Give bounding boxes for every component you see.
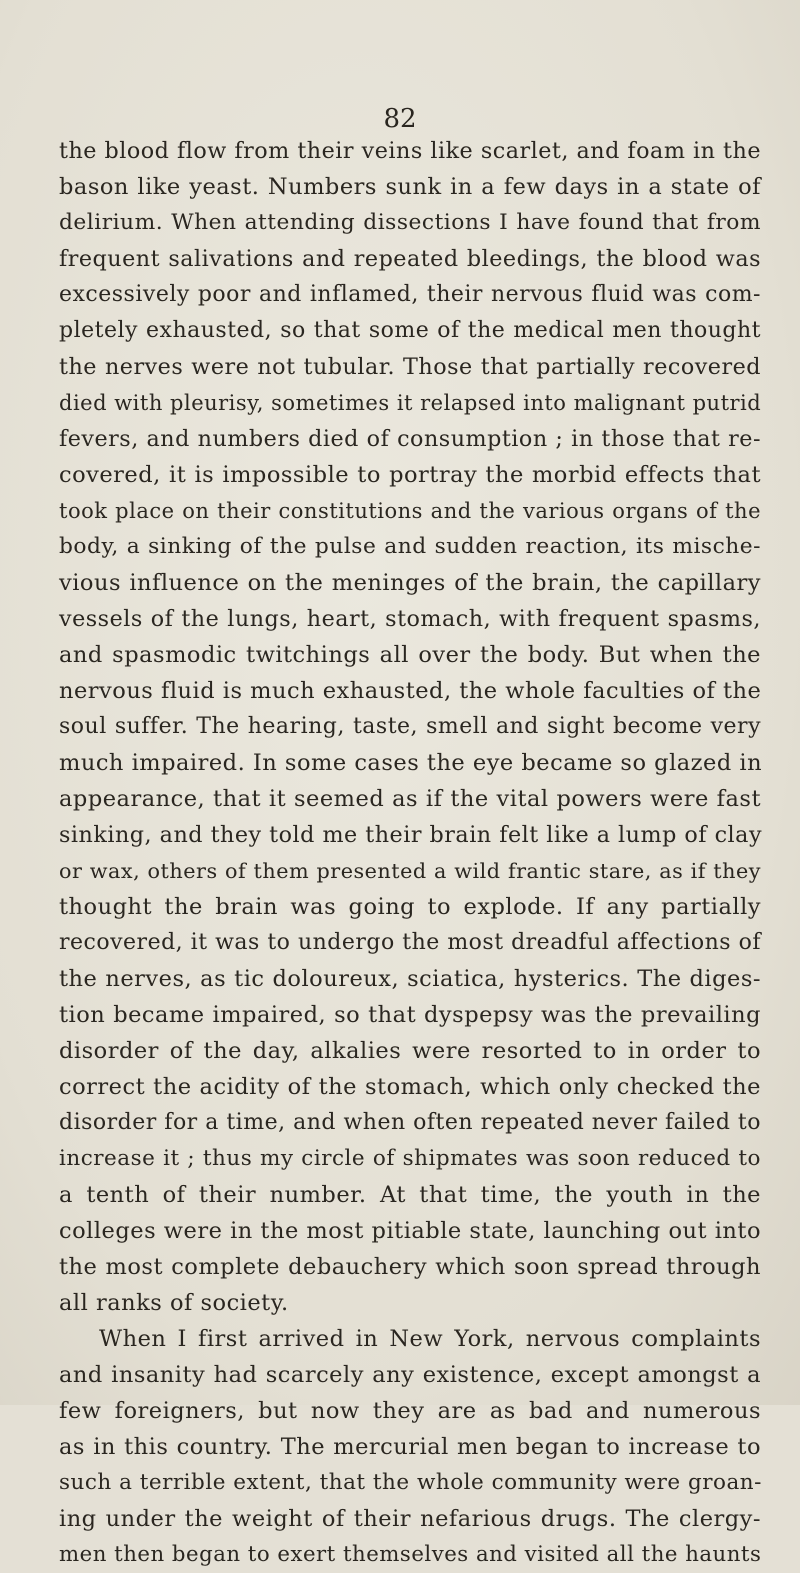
text-line: delirium. When attending dissections I have found that from bbox=[59, 210, 761, 235]
text-line: vessels of the lungs, heart, stomach, with frequent spasms, bbox=[59, 606, 761, 632]
text-line: frequent salivations and repeated bleedings, the blood was bbox=[59, 246, 761, 272]
text-line: increase it ; thus my circle of shipmates was soon reduced to bbox=[59, 1146, 761, 1171]
text-line: disorder of the day, alkalies were resorted to in order to bbox=[59, 1038, 761, 1064]
text-line: much impaired. In some cases the eye became so glazed in bbox=[59, 750, 763, 776]
text-line: died with pleurisy, sometimes it relapsed into malignant putrid bbox=[59, 391, 762, 415]
text-line: colleges were in the most pitiable state, launching out into bbox=[59, 1218, 761, 1244]
text-line: recovered, it was to undergo the most dreadful affections of bbox=[59, 930, 761, 955]
text-line: the nerves were not tubular. Those that partially recovered bbox=[59, 354, 761, 380]
text-line: took place on their constitutions and the various organs of the bbox=[59, 499, 761, 523]
text-line: appearance, that it seemed as if the vital powers were fast bbox=[59, 786, 761, 812]
text-line: or wax, others of them presented a wild frantic stare, as if they bbox=[59, 859, 761, 883]
text-line: few foreigners, but now they are as bad and numerous bbox=[59, 1398, 761, 1424]
text-line: men then began to exert themselves and visited all the haunts bbox=[59, 1542, 762, 1567]
text-line: as in this country. The mercurial men began to increase to bbox=[59, 1434, 761, 1460]
text-line: correct the acidity of the stomach, which only checked the bbox=[59, 1074, 761, 1100]
text-line: and insanity had scarcely any existence, except amongst a bbox=[59, 1362, 761, 1388]
text-line: ing under the weight of their nefarious drugs. The clergy- bbox=[59, 1506, 761, 1532]
text-line: the nerves, as tic doloureux, sciatica, hysterics. The diges- bbox=[59, 966, 761, 992]
text-line: a tenth of their number. At that time, the youth in the bbox=[59, 1182, 761, 1208]
text-line: and spasmodic twitchings all over the body. But when the bbox=[59, 642, 761, 668]
paragraph-end-line: all ranks of society. bbox=[59, 1290, 289, 1316]
text-line: soul suffer. The hearing, taste, smell and sight become very bbox=[59, 714, 761, 739]
body-text bbox=[59, 133, 761, 1573]
text-line: pletely exhausted, so that some of the medical men thought bbox=[59, 318, 761, 343]
text-line: covered, it is impossible to portray the morbid effects that bbox=[59, 462, 761, 488]
text-line: fevers, and numbers died of consumption ; in those that re- bbox=[59, 426, 761, 452]
paragraph-start-line: When I first arrived in New York, nervous complaints bbox=[99, 1326, 761, 1352]
text-line: vious influence on the meninges of the brain, the capillary bbox=[59, 570, 761, 596]
page-number: 82 bbox=[383, 104, 417, 134]
text-line: sinking, and they told me their brain felt like a lump of clay bbox=[59, 822, 763, 848]
text-line: disorder for a time, and when often repeated never failed to bbox=[59, 1110, 761, 1135]
text-line: the blood flow from their veins like scarlet, and foam in the bbox=[59, 138, 761, 164]
text-line: such a terrible extent, that the whole community were groan- bbox=[59, 1470, 762, 1495]
text-line: bason like yeast. Numbers sunk in a few days in a state of bbox=[59, 174, 761, 200]
text-line: body, a sinking of the pulse and sudden reaction, its mische- bbox=[59, 534, 761, 559]
text-line: excessively poor and inflamed, their nervous fluid was com- bbox=[59, 282, 761, 307]
text-line: nervous fluid is much exhausted, the whole faculties of the bbox=[59, 678, 762, 704]
text-line: thought the brain was going to explode. If any partially bbox=[59, 894, 761, 920]
text-line: the most complete debauchery which soon spread through bbox=[59, 1254, 761, 1280]
text-line: tion became impaired, so that dyspepsy was the prevailing bbox=[59, 1002, 761, 1028]
